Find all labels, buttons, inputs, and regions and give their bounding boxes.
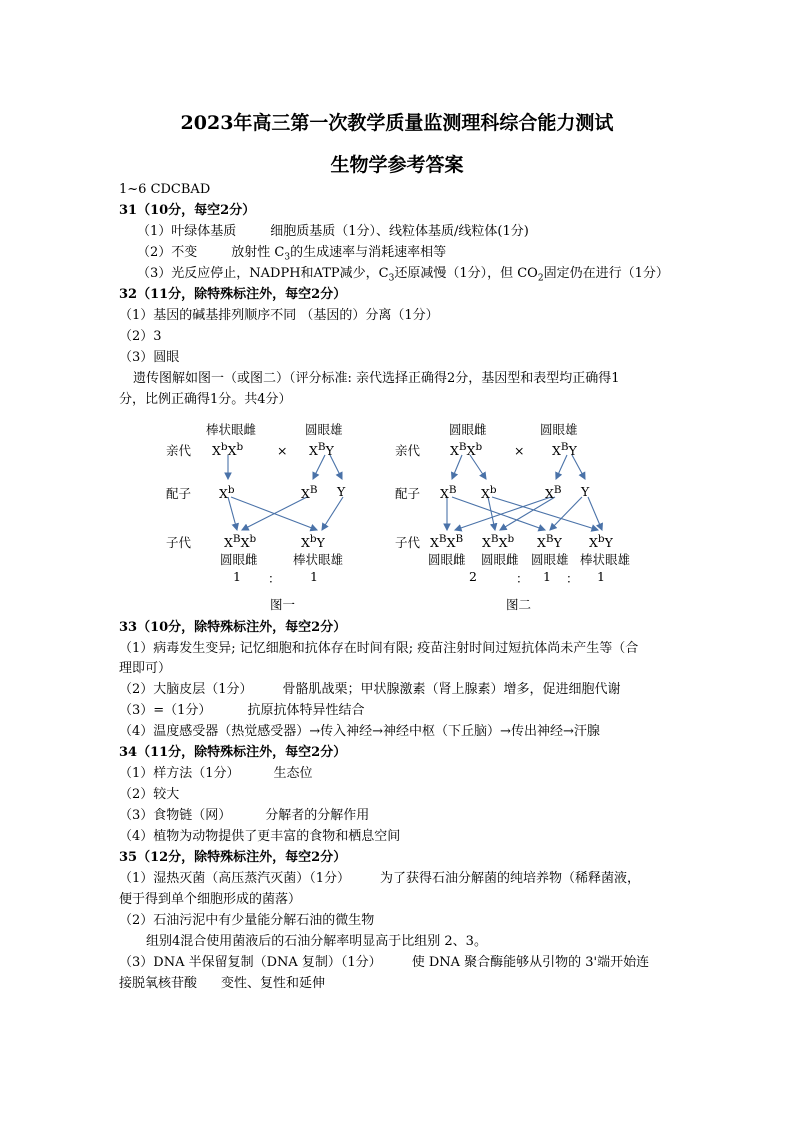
fig1-caption: 图一	[270, 597, 296, 612]
fig1-arrow-p2-g3	[330, 455, 342, 479]
fig2-arrow-p2-g3	[556, 455, 567, 479]
fig1-ratio-2: 1	[310, 569, 318, 584]
fig2-caption: 图二	[506, 597, 532, 612]
q34-answer-1b: 生态位	[273, 766, 313, 781]
fig2-parent1-genotype: $X^BX^b$	[450, 441, 483, 459]
fig2-gamete-xB-female: $X^B$	[440, 484, 457, 502]
fig2-offspring3-phenotype: 圆眼雄	[531, 552, 569, 567]
fig2-gamete-xb: $X^b$	[481, 484, 497, 502]
fig2-ratio-1: 2	[469, 569, 477, 584]
fig1-parent2-genotype: $X^BY$	[309, 441, 334, 459]
q32-answer-1: （1）基因的碱基排列顺序不同 （基因的）分离（1分）	[119, 308, 439, 323]
fig1-offspring1-genotype: $X^BX^b$	[224, 533, 257, 551]
fig1-gamete-xB: $X^B$	[301, 484, 318, 502]
q34-answer-3a: （3）食物链（网）	[119, 808, 232, 823]
q31-answer-2b-post: 的生成速率与消耗速率相等	[290, 245, 447, 260]
fig2-arrow-g1-o3	[452, 497, 545, 530]
fig2-offspring4-genotype: $X^bY$	[589, 533, 613, 551]
fig1-gamete-xb: $X^b$	[219, 484, 235, 502]
fig2-arrow-p1-g1	[452, 455, 462, 479]
fig2-arrow-g4-o4	[588, 497, 602, 530]
q35-answer-3d: 变性、复性和延伸	[221, 976, 326, 991]
fig2-gamete-y: Y	[581, 484, 590, 499]
q31-heading: 31（10分，每空2分）	[119, 203, 256, 218]
q33-heading: 33（10分，除特殊标注外，每空2分）	[119, 620, 347, 635]
fig2-row-parent: 亲代	[395, 443, 421, 458]
fig1-row-gamete: 配子	[166, 486, 192, 501]
fig1-ratio-colon: ：	[268, 571, 281, 586]
q34-answer-1a: （1）样方法（1分）	[119, 766, 240, 781]
fig2-offspring3-genotype: $X^BY$	[537, 533, 562, 551]
q31-answer-3-pre: （3）光反应停止，NADPH和ATP减少，C	[137, 266, 389, 281]
fig1-parent2-phenotype: 圆眼雄	[305, 422, 343, 437]
q33-answer-2	[119, 681, 621, 699]
fig2-offspring1-phenotype: 圆眼雌	[428, 552, 466, 567]
q31-answer-3-post: 固定仍在进行（1分）	[543, 266, 669, 281]
q35-answer-2b: 组别4混合使用菌液后的石油分解率明显高于比组别 2、3。	[146, 934, 487, 949]
fig2-arrow-g4-o3	[550, 497, 582, 530]
mc-answers: 1~6 CDCBAD	[119, 182, 211, 197]
fig2-ratio-colon-1: ：	[516, 571, 529, 586]
fig2-arrow-g3-o1	[455, 497, 551, 530]
q31-answer-2a: （2）不变	[137, 245, 198, 260]
q34-answer-1	[119, 765, 313, 783]
q31-answer-2b-pre: 放射性 C	[231, 245, 285, 260]
q33-answer-2a: （2）大脑皮层（1分）	[119, 682, 253, 697]
fig2-arrow-p1-g2	[470, 455, 486, 479]
fig2-arrow-p2-g4	[572, 455, 585, 479]
q31-sub-c3: 3	[388, 273, 395, 284]
q35-answer-3c: 接脱氧核苷酸	[119, 976, 198, 991]
fig2-ratio-2: 1	[543, 569, 551, 584]
fig2-ratio-3: 1	[597, 569, 605, 584]
q33-answer-1b: 理即可）	[119, 661, 172, 676]
q31-sub-co2: 2	[537, 273, 544, 284]
fig2-ratio-colon-2: ：	[566, 571, 579, 586]
q35-answer-1c: 便于得到单个细胞形成的菌落）	[119, 892, 302, 907]
fig2-cross-symbol: ×	[514, 443, 525, 458]
fig2-parent1-phenotype: 圆眼雌	[449, 422, 487, 437]
q35-answer-3	[119, 954, 649, 972]
q33-answer-3b: 抗原抗体特异性结合	[247, 703, 365, 718]
fig2-row-offspring: 子代	[395, 535, 421, 550]
fig1-gamete-y: Y	[337, 484, 346, 499]
q33-answer-4: （4）温度感受器（热觉感受器）→传入神经→神经中枢（下丘脑）→传出神经→汗腺	[119, 724, 600, 739]
fig1-offspring2-genotype: $X^bY$	[301, 533, 325, 551]
q34-answer-3b: 分解者的分解作用	[265, 808, 370, 823]
q32-note-line2: 分，比例正确得1分。共4分）	[119, 392, 292, 407]
q31-answer-1a: （1）叶绿体基质	[137, 224, 237, 239]
fig1-offspring2-phenotype: 棒状眼雄	[293, 552, 344, 567]
q35-answer-3b: 使 DNA 聚合酶能够从引物的 3'端开始连	[411, 955, 650, 970]
q35-answer-3a: （3）DNA 半保留复制（DNA 复制）（1分）	[119, 955, 382, 970]
q35-answer-2: （2）石油污泥中有少量能分解石油的微生物	[119, 913, 375, 928]
fig1-arrow-g3-o2	[322, 497, 343, 530]
q35-answer-3-cont	[119, 975, 325, 993]
fig2-arrow-g2-o2	[488, 497, 495, 530]
fig1-arrow-g2-o1	[242, 497, 307, 530]
fig1-offspring1-phenotype: 圆眼雌	[220, 552, 258, 567]
q35-heading: 35（12分，除特殊标注外，每空2分）	[119, 850, 347, 865]
q32-answer-2: （2）3	[119, 329, 162, 344]
q33-answer-2b: 骨骼肌战栗；甲状腺激素（肾上腺素）增多，促进细胞代谢	[282, 682, 621, 697]
q34-heading: 34（11分，除特殊标注外，每空2分）	[119, 745, 347, 760]
fig2-offspring2-genotype: $X^BX^b$	[482, 533, 515, 551]
fig2-offspring4-phenotype: 棒状眼雄	[580, 552, 631, 567]
q35-answer-1b: 为了获得石油分解菌的纯培养物（稀释菌液，	[380, 871, 641, 886]
fig1-arrow-g1-o1	[228, 497, 237, 530]
q35-answer-1a: （1）湿热灭菌（高压蒸汽灭菌）（1分）	[119, 871, 351, 886]
fig2-row-gamete: 配子	[395, 486, 421, 501]
q31-answer-1b: 细胞质基质（1分）、线粒体基质/线粒体(1分)	[270, 224, 529, 239]
q31-answer-3-mid: 还原减慢（1分），但 CO	[394, 266, 538, 281]
q33-answer-3	[119, 702, 364, 720]
fig1-ratio-1: 1	[233, 569, 241, 584]
fig1-row-parent: 亲代	[166, 443, 192, 458]
fig1-cross-symbol: ×	[277, 443, 288, 458]
q32-note-line1: 遗传图解如图一（或图二）（评分标准: 亲代选择正确得2分，基因型和表型均正确得1	[133, 371, 620, 386]
fig2-parent2-phenotype: 圆眼雄	[540, 422, 578, 437]
fig1-row-offspring: 子代	[166, 535, 192, 550]
fig1-parent1-genotype: $X^bX^b$	[212, 441, 244, 459]
q34-answer-3	[119, 807, 369, 825]
fig2-offspring2-phenotype: 圆眼雌	[481, 552, 519, 567]
fig2-parent2-genotype: $X^BY$	[552, 441, 577, 459]
fig1-arrow-p2-g2	[313, 455, 325, 479]
q34-answer-4: （4）植物为动物提供了更丰富的食物和栖息空间	[119, 829, 401, 844]
page-title: 2023年高三第一次教学质量监测理科综合能力测试	[180, 112, 614, 134]
q32-heading: 32（11分，除特殊标注外，每空2分）	[119, 287, 347, 302]
q32-answer-3: （3）圆眼	[119, 350, 180, 365]
fig2-gamete-xB-male: $X^B$	[545, 484, 562, 502]
q33-answer-3a: （3）=（1分）	[119, 703, 212, 718]
fig1-parent1-phenotype: 棒状眼雌	[206, 422, 257, 437]
fig2-offspring1-genotype: $X^BX^B$	[430, 533, 464, 551]
q34-answer-2: （2）较大	[119, 787, 180, 802]
q33-answer-1a: （1）病毒发生变异; 记忆细胞和抗体存在时间有限; 疫苗注射时间过短抗体尚未产生等（合	[119, 641, 639, 656]
q35-answer-1	[119, 870, 640, 888]
q31-sub-3: 3	[284, 252, 291, 263]
page-subtitle: 生物学参考答案	[330, 154, 464, 176]
